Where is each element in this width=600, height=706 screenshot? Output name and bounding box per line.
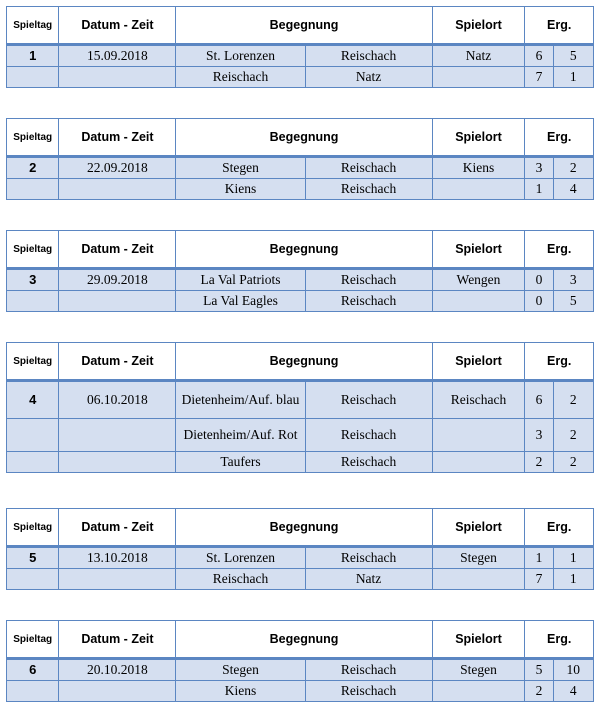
score-away: 1 — [553, 67, 593, 88]
header-spieltag: Spieltag — [7, 231, 59, 269]
matchday-table-1 — [6, 6, 594, 88]
header-spielort: Spielort — [432, 231, 525, 269]
score-home: 7 — [525, 67, 553, 88]
away-team: Reischach — [305, 419, 432, 452]
header-spieltag: Spieltag — [7, 509, 59, 547]
matchday-number: 2 — [7, 157, 59, 179]
score-home: 6 — [525, 45, 553, 67]
away-team: Reischach — [305, 179, 432, 200]
away-team: Reischach — [305, 269, 432, 291]
header-begegnung: Begegnung — [176, 7, 432, 45]
header-spieltag: Spieltag — [7, 343, 59, 381]
table-row — [7, 291, 594, 312]
score-home: 2 — [525, 452, 553, 473]
header-spielort: Spielort — [432, 621, 525, 659]
score-home: 1 — [525, 179, 553, 200]
match-date-empty — [59, 419, 176, 452]
venue: Stegen — [432, 547, 525, 569]
match-date: 22.09.2018 — [59, 157, 176, 179]
matchday-number-empty — [7, 67, 59, 88]
table-row — [7, 681, 594, 702]
home-team: Stegen — [176, 157, 305, 179]
header-begegnung: Begegnung — [176, 119, 432, 157]
away-team: Reischach — [305, 291, 432, 312]
venue-empty — [432, 67, 525, 88]
score-home: 5 — [525, 659, 553, 681]
header-row — [7, 621, 594, 659]
header-begegnung: Begegnung — [176, 231, 432, 269]
home-team: Kiens — [176, 681, 305, 702]
match-date: 20.10.2018 — [59, 659, 176, 681]
matchday-number-empty — [7, 569, 59, 590]
table-row — [7, 381, 594, 419]
header-datum: Datum - Zeit — [59, 343, 176, 381]
score-away: 1 — [553, 569, 593, 590]
header-erg: Erg. — [525, 231, 594, 269]
home-team: Dietenheim/Auf. Rot — [176, 419, 305, 452]
header-datum: Datum - Zeit — [59, 119, 176, 157]
table-row — [7, 269, 594, 291]
table-row — [7, 547, 594, 569]
home-team: St. Lorenzen — [176, 45, 305, 67]
home-team: Dietenheim/Auf. blau — [176, 381, 305, 419]
matchday-table-4 — [6, 342, 594, 473]
venue-empty — [432, 179, 525, 200]
score-away: 2 — [553, 381, 593, 419]
header-spieltag: Spieltag — [7, 119, 59, 157]
home-team: Reischach — [176, 67, 305, 88]
matchday-number: 5 — [7, 547, 59, 569]
header-erg: Erg. — [525, 7, 594, 45]
matchday-number-empty — [7, 452, 59, 473]
score-away: 5 — [553, 45, 593, 67]
matchday-number: 6 — [7, 659, 59, 681]
score-away: 4 — [553, 179, 593, 200]
venue: Natz — [432, 45, 525, 67]
header-row — [7, 119, 594, 157]
table-row — [7, 67, 594, 88]
header-datum: Datum - Zeit — [59, 7, 176, 45]
matchday-table-6 — [6, 620, 594, 702]
table-row — [7, 45, 594, 67]
header-spielort: Spielort — [432, 343, 525, 381]
table-row — [7, 179, 594, 200]
venue: Kiens — [432, 157, 525, 179]
score-away: 2 — [553, 452, 593, 473]
home-team: Reischach — [176, 569, 305, 590]
header-row — [7, 7, 594, 45]
away-team: Reischach — [305, 452, 432, 473]
header-begegnung: Begegnung — [176, 343, 432, 381]
away-team: Natz — [305, 67, 432, 88]
header-spielort: Spielort — [432, 509, 525, 547]
home-team: La Val Patriots — [176, 269, 305, 291]
venue: Reischach — [432, 381, 525, 419]
away-team: Reischach — [305, 381, 432, 419]
venue: Wengen — [432, 269, 525, 291]
matchday-number-empty — [7, 291, 59, 312]
header-spieltag: Spieltag — [7, 621, 59, 659]
score-away: 1 — [553, 547, 593, 569]
matchday-table-2 — [6, 118, 594, 200]
header-spielort: Spielort — [432, 7, 525, 45]
header-datum: Datum - Zeit — [59, 509, 176, 547]
score-away: 10 — [553, 659, 593, 681]
header-spieltag: Spieltag — [7, 7, 59, 45]
home-team: Kiens — [176, 179, 305, 200]
score-away: 4 — [553, 681, 593, 702]
match-date: 15.09.2018 — [59, 45, 176, 67]
score-home: 1 — [525, 547, 553, 569]
header-begegnung: Begegnung — [176, 509, 432, 547]
away-team: Reischach — [305, 45, 432, 67]
score-home: 6 — [525, 381, 553, 419]
match-date: 29.09.2018 — [59, 269, 176, 291]
table-row — [7, 659, 594, 681]
venue-empty — [432, 419, 525, 452]
header-begegnung: Begegnung — [176, 621, 432, 659]
match-date-empty — [59, 681, 176, 702]
table-row — [7, 569, 594, 590]
venue-empty — [432, 452, 525, 473]
venue-empty — [432, 681, 525, 702]
score-away: 3 — [553, 269, 593, 291]
header-erg: Erg. — [525, 119, 594, 157]
away-team: Reischach — [305, 659, 432, 681]
away-team: Reischach — [305, 157, 432, 179]
match-date-empty — [59, 67, 176, 88]
matchday-number-empty — [7, 681, 59, 702]
matchday-number: 4 — [7, 381, 59, 419]
venue-empty — [432, 569, 525, 590]
header-datum: Datum - Zeit — [59, 231, 176, 269]
table-row — [7, 419, 594, 452]
venue-empty — [432, 291, 525, 312]
away-team: Natz — [305, 569, 432, 590]
match-date: 13.10.2018 — [59, 547, 176, 569]
match-date-empty — [59, 569, 176, 590]
away-team: Reischach — [305, 547, 432, 569]
score-home: 3 — [525, 157, 553, 179]
matchday-number: 3 — [7, 269, 59, 291]
match-date-empty — [59, 179, 176, 200]
matchday-table-3 — [6, 230, 594, 312]
home-team: La Val Eagles — [176, 291, 305, 312]
score-away: 2 — [553, 157, 593, 179]
score-home: 0 — [525, 269, 553, 291]
header-datum: Datum - Zeit — [59, 621, 176, 659]
matchday-number: 1 — [7, 45, 59, 67]
home-team: Taufers — [176, 452, 305, 473]
matchday-number-empty — [7, 419, 59, 452]
score-away: 2 — [553, 419, 593, 452]
header-row — [7, 509, 594, 547]
score-home: 3 — [525, 419, 553, 452]
table-row — [7, 157, 594, 179]
header-row — [7, 343, 594, 381]
header-row — [7, 231, 594, 269]
venue: Stegen — [432, 659, 525, 681]
header-erg: Erg. — [525, 509, 594, 547]
header-spielort: Spielort — [432, 119, 525, 157]
match-date-empty — [59, 452, 176, 473]
away-team: Reischach — [305, 681, 432, 702]
matchday-number-empty — [7, 179, 59, 200]
score-home: 0 — [525, 291, 553, 312]
score-home: 2 — [525, 681, 553, 702]
home-team: Stegen — [176, 659, 305, 681]
match-date: 06.10.2018 — [59, 381, 176, 419]
header-erg: Erg. — [525, 621, 594, 659]
score-home: 7 — [525, 569, 553, 590]
matchday-table-5 — [6, 508, 594, 590]
match-date-empty — [59, 291, 176, 312]
home-team: St. Lorenzen — [176, 547, 305, 569]
table-row — [7, 452, 594, 473]
score-away: 5 — [553, 291, 593, 312]
header-erg: Erg. — [525, 343, 594, 381]
